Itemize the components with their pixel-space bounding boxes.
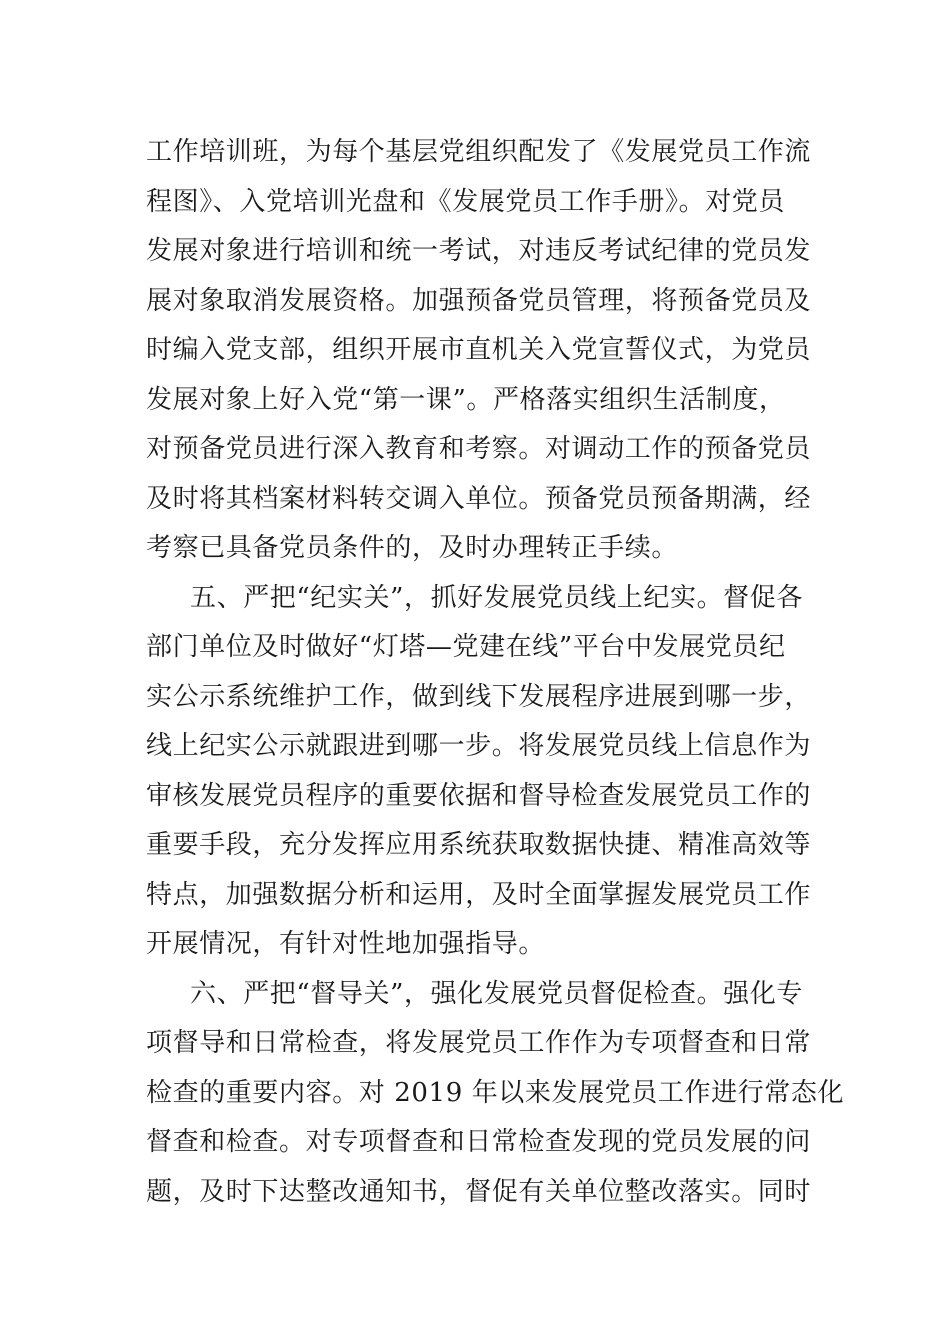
text-line: 对预备党员进行深入教育和考察。对调动工作的预备党员 — [146, 434, 812, 464]
text-line: 程图》、入党培训光盘和《发展党员工作手册》。对党员 — [146, 186, 786, 217]
text-line: 实公示系统维护工作，做到线下发展程序进展到哪一步， — [146, 681, 812, 712]
text-line: 及时将其档案材料转交调入单位。预备党员预备期满，经 — [146, 483, 812, 514]
text-line: 考察已具备党员条件的，及时办理转正手续。 — [146, 533, 679, 563]
section-heading-line: 五、严把“纪实关”，抓好发展党员线上纪实。督促各 — [190, 582, 803, 613]
text-line: 发展对象进行培训和统一考试，对违反考试纪律的党员发 — [146, 236, 812, 266]
text-line: 部门单位及时做好“灯塔—党建在线”平台中发展党员纪 — [146, 632, 786, 662]
text-line: 特点，加强数据分析和运用，及时全面掌握发展党员工作 — [146, 879, 812, 910]
text-line: 检查的重要内容。对 2019 年以来发展党员工作进行常态化 — [146, 1077, 845, 1108]
text-line: 工作培训班，为每个基层党组织配发了《发展党员工作流 — [146, 137, 812, 167]
text-line: 线上纪实公示就跟进到哪一步。将发展党员线上信息作为 — [146, 731, 812, 761]
text-line: 展对象取消发展资格。加强预备党员管理，将预备党员及 — [146, 285, 812, 316]
text-line: 题，及时下达整改通知书，督促有关单位整改落实。同时 — [146, 1176, 812, 1207]
text-line: 重要手段，充分发挥应用系统获取数据快捷、精准高效等 — [146, 830, 812, 860]
body-text — [146, 128, 845, 1217]
section-heading-line: 六、严把“督导关”，强化发展党员督促检查。强化专 — [190, 978, 803, 1009]
text-line: 时编入党支部，组织开展市直机关入党宣誓仪式，为党员 — [146, 335, 812, 365]
text-line: 督查和检查。对专项督查和日常检查发现的党员发展的问 — [146, 1127, 812, 1157]
text-line: 项督导和日常检查，将发展党员工作作为专项督查和日常 — [146, 1028, 812, 1058]
text-line: 发展对象上好入党“第一课”。严格落实组织生活制度， — [146, 384, 786, 415]
text-line: 审核发展党员程序的重要依据和督导检查发展党员工作的 — [146, 780, 812, 811]
text-line: 开展情况，有针对性地加强指导。 — [146, 929, 546, 959]
